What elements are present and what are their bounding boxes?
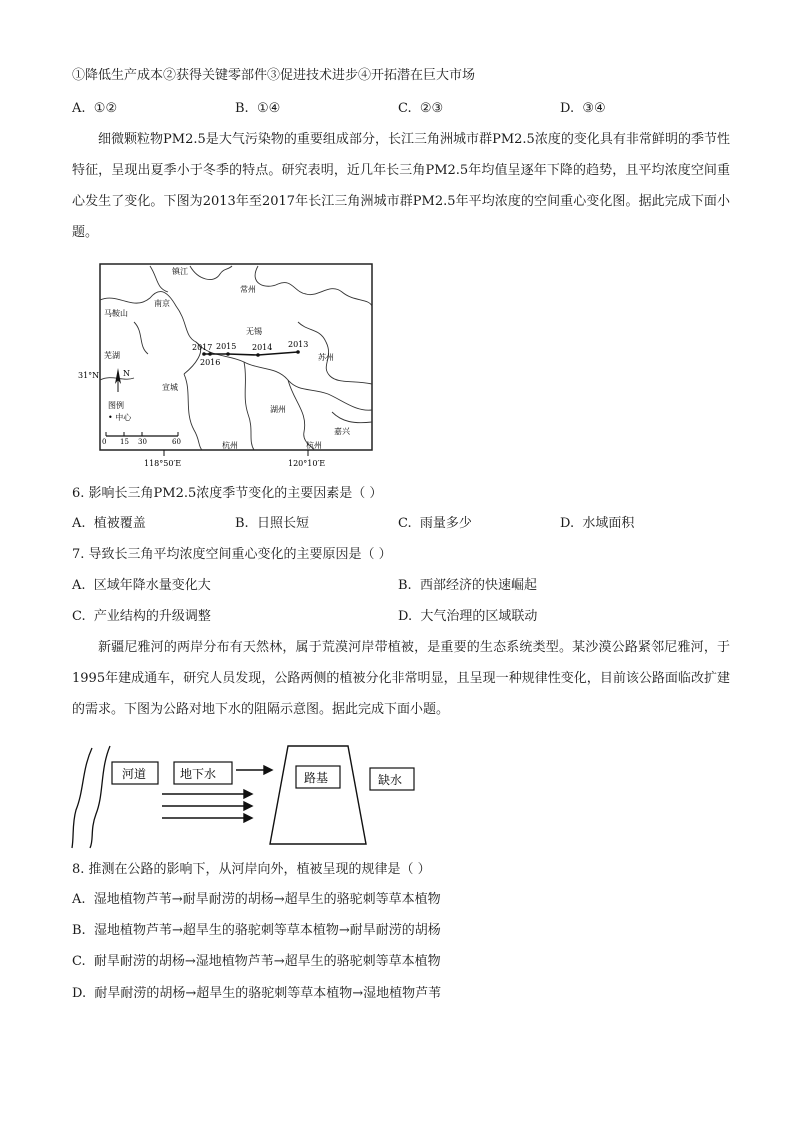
q7-option-d[interactable] [398, 609, 537, 625]
passage-niya-river: 新疆尼雅河的两岸分布有天然林，属于荒漠河岸带植被，是重要的生态系统类型。某沙漠公路紧邻尼雅河，于1995年建成通车，研究人员发现，公路两侧的植被分化非常明显，且呈现一种规律性变化，目前该公路面临改扩建的需求。下图为公路对地下水的阻隔示意图。据此完成下面小题。 [72, 640, 730, 717]
center-point-2016 [208, 352, 212, 356]
longitude-label: 118°50′E [144, 459, 182, 468]
option-text: ①④ [256, 101, 281, 116]
city-label: 芜湖 [104, 351, 120, 360]
center-point-2015 [226, 352, 230, 356]
center-point-2013 [296, 350, 300, 354]
option-text: ①② [93, 101, 118, 116]
scale-tick: 30 [138, 438, 147, 446]
option-text: 雨量多少 [419, 516, 472, 531]
city-label: 嘉兴 [334, 427, 350, 436]
option-label: B. [235, 516, 249, 531]
q6-option-c[interactable] [398, 516, 472, 532]
year-label: 2016 [200, 358, 221, 367]
q6-option-a[interactable] [72, 516, 146, 532]
option-text: 湿地植物芦苇→耐旱耐涝的胡杨→超旱生的骆驼刺等草本植物 [93, 892, 441, 907]
river-bank-right [90, 746, 110, 848]
legend-title: 图例 [108, 401, 124, 410]
option-text: 植被覆盖 [93, 516, 146, 531]
scale-tick: 60 [172, 438, 181, 446]
q8-option-a[interactable] [72, 892, 441, 908]
q8-option-d[interactable] [72, 986, 441, 1002]
city-label: 苏州 [318, 353, 334, 362]
river-label: 河道 [122, 767, 147, 781]
q8-option-c[interactable] [72, 954, 441, 970]
shortage-label: 缺水 [378, 773, 403, 787]
option-label: A. [72, 892, 86, 907]
option-text: 大气治理的区域联动 [420, 609, 538, 624]
roadbed-shape [270, 746, 366, 844]
year-label: 2013 [288, 340, 309, 349]
groundwater-barrier-diagram [70, 740, 510, 850]
option-text: 水域面积 [582, 516, 635, 531]
option-text: 湿地植物芦苇→超旱生的骆驼刺等草本植物→耐旱耐涝的胡杨 [93, 923, 441, 938]
q6-stem: 6. 影响长三角PM2.5浓度季节变化的主要因素是（ ） [72, 486, 383, 501]
option-text: 耐旱耐涝的胡杨→超旱生的骆驼刺等草本植物→湿地植物芦苇 [94, 986, 442, 1001]
option-label: D. [560, 101, 575, 116]
q5-option-d[interactable] [560, 101, 606, 117]
option-label: C. [398, 516, 412, 531]
legend-item: • 中心 [108, 413, 132, 422]
option-text: 西部经济的快速崛起 [419, 578, 537, 593]
city-label: 南京 [154, 299, 170, 308]
latitude-label: 31°N [78, 371, 100, 380]
city-label: 常州 [240, 285, 256, 294]
q7-option-c[interactable] [72, 609, 211, 625]
q7-option-a[interactable] [72, 578, 211, 594]
center-point-2017 [202, 352, 206, 356]
option-label: B. [72, 923, 86, 938]
option-text: ②③ [419, 101, 444, 116]
option-label: A. [72, 101, 86, 116]
city-label: 湖州 [270, 405, 286, 414]
year-label: 2014 [252, 343, 273, 352]
option-text: 产业结构的升级调整 [93, 609, 211, 624]
q8-option-b[interactable] [72, 923, 441, 939]
option-label: A. [72, 578, 86, 593]
passage-pm25: 细微颗粒物PM2.5是大气污染物的重要组成部分，长江三角洲城市群PM2.5浓度的变化具有非常鲜明的季节性特征，呈现出夏季小于冬季的特点。研究表明，近几年长三角PM2.5年均值呈逐年下降的趋势，且平均浓度空间重心发生了变化。下图为2013年至2017年长江三角洲城市群PM2.5年平均浓度的空间重心变化图。据此完成下面小题。 [72, 132, 730, 240]
option-label: D. [72, 986, 87, 1001]
option-text: 耐旱耐涝的胡杨→湿地植物芦苇→超旱生的骆驼刺等草本植物 [93, 954, 441, 969]
q8-stem: 8. 推测在公路的影响下，从河岸向外，植被呈现的规律是（ ） [72, 862, 431, 877]
longitude-label: 120°10′E [288, 459, 326, 468]
q5-option-b[interactable] [235, 101, 280, 117]
year-label: 2015 [216, 342, 237, 351]
q6-option-d[interactable] [560, 516, 634, 532]
year-label: 2017 [192, 343, 213, 352]
q5-statement: ①降低生产成本②获得关键零部件③促进技术进步④开拓潜在巨大市场 [72, 68, 476, 83]
option-label: C. [398, 101, 412, 116]
option-text: ③④ [582, 101, 606, 116]
option-label: A. [72, 516, 86, 531]
north-label: N [123, 369, 130, 378]
center-point-2014 [256, 353, 260, 357]
q7-stem: 7. 导致长三角平均浓度空间重心变化的主要原因是（ ） [72, 547, 392, 562]
q7-option-b[interactable] [398, 578, 537, 594]
option-label: C. [72, 954, 86, 969]
groundwater-label: 地下水 [180, 767, 217, 781]
q6-option-b[interactable] [235, 516, 309, 532]
option-label: D. [398, 609, 413, 624]
option-label: B. [398, 578, 412, 593]
city-label: 宣城 [162, 383, 178, 392]
city-label: 镇江 [172, 267, 188, 276]
q5-option-c[interactable] [398, 101, 443, 117]
city-label: 杭州 [222, 441, 238, 450]
city-label: 杭州 [306, 441, 322, 450]
scale-tick: 0 [102, 438, 107, 446]
river-bank-left [72, 748, 92, 848]
option-label: D. [560, 516, 575, 531]
q5-option-a[interactable] [72, 101, 117, 117]
pm25-center-map [78, 262, 378, 474]
option-text: 区域年降水量变化大 [93, 578, 211, 593]
option-label: B. [235, 101, 249, 116]
roadbed-label: 路基 [304, 771, 329, 785]
option-label: C. [72, 609, 86, 624]
city-label: 无锡 [246, 327, 262, 336]
option-text: 日照长短 [256, 516, 309, 531]
city-label: 马鞍山 [104, 309, 128, 318]
scale-tick: 15 [120, 438, 129, 446]
